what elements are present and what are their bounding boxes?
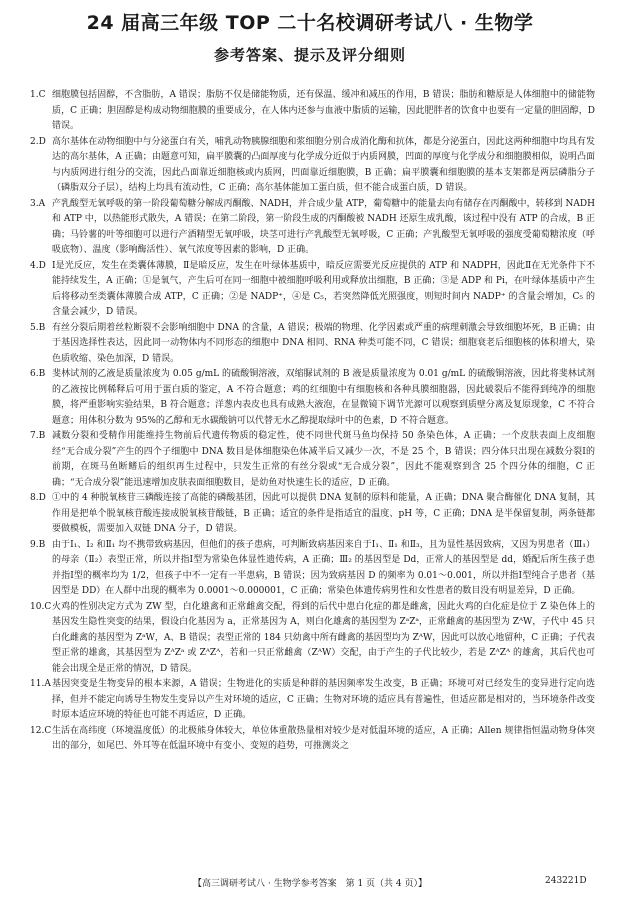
answer-item [30, 677, 595, 724]
answer-explanation: Ⅰ是光反应，发生在类囊体薄膜，Ⅱ是暗反应，发生在叶绿体基质中，暗反应需要光反应提供的 ATP 和 NADPH，因此Ⅱ在无光条件下不能持续发生，A 正确；①是氧气，产生后可在同一细胞中被细胞呼吸利用或释放出细胞，B 正确；③是 ADP 和 Pi，在叶绿体基质中产生后将移动至类囊体薄膜合成 ATP，C 正确；②是 NADP⁺，④是 C₅，若突然降低光照强度，则短时间内 NADP⁺ 的含量会增加，C₅ 的含量会减少，D 错误。 [52, 260, 595, 317]
answer-item [30, 88, 595, 135]
answer-item [30, 135, 595, 197]
answer-explanation: 产乳酸型无氧呼吸的第一阶段葡萄糖分解成丙酮酸、NADH，并合成少量 ATP，葡萄糖中的能量去向有储存在丙酮酸中，转移到 NADH 和 ATP 中，以热能形式散失，A 错误；在第二阶段，第一阶段生成的丙酮酸被 NADH 还原生成乳酸，该过程中没有 ATP 的合成，B 正确；马铃薯的叶等细胞可以进行产酒精型无氧呼吸，块茎可进行产乳酸型无氧呼吸，C 正确；产乳酸型无氧呼吸的强度受葡萄糖浓度（呼吸底物）、温度（影响酶活性）、氧气浓度等因素的影响，D 正确。 [52, 198, 595, 255]
answer-item [30, 321, 595, 368]
answer-item [30, 197, 595, 259]
page-title: 24 届高三年级 TOP 二十名校调研考试八 · 生物学 [86, 12, 534, 34]
answer-number: 11.A [30, 679, 51, 689]
answer-item [30, 491, 595, 538]
answer-number: 8.D [30, 493, 46, 503]
footer-code: 243221D [545, 876, 587, 886]
answer-explanation: 细胞膜包括固醇，不含脂肪，A 错误；脂肪不仅是储能物质，还有保温、缓冲和减压的作用，B 错误；脂肪和糖原是人体细胞中的储能物质，C 正确；胆固醇是构成动物细胞膜的重要成分，在人体内还参与血液中脂质的运输，因此肥胖者的饮食中也要有一定量的胆固醇，D 错误。 [52, 90, 595, 131]
answer-item [30, 367, 595, 429]
answer-item [30, 600, 595, 678]
answer-item [30, 724, 595, 755]
answer-explanation: 有丝分裂后期着丝粒断裂不会影响细胞中 DNA 的含量，A 错误；极端的物理、化学因素或严重的病理刺激会导致细胞坏死，B 正确；由于基因选择性表达，因此同一动物体内不同形态的细胞中 DNA 相同、RNA 种类可能不同，C 错误；细胞衰老后细胞核的体积增大，染色质收缩、染色加深，D 错误。 [52, 322, 595, 364]
answer-number: 9.B [30, 539, 46, 550]
answer-explanation: 高尔基体在动物细胞中与分泌蛋白有关，哺乳动物胰腺细胞和浆细胞分别合成消化酶和抗体，都是分泌蛋白，因此这两种细胞中均具有发达的高尔基体，A 正确；由题意可知，扁平膜囊的凸面厚度与化学成分近似于内质网膜，凹面的厚度与化学成分和细胞膜相似，说明凸面与内质网进行组分的交流，因此凸面靠近细胞核或内质网，凹面靠近细胞膜，B 正确；扁平膜囊和细胞膜的基本支架都是两层磷脂分子（磷脂双分子层），结构上均具有流动性，C 正确；高尔基体能加工蛋白质，但不能合成蛋白质，D 错误。 [52, 136, 595, 193]
answer-number: 10.C [30, 601, 52, 612]
answer-number: 12.C [30, 725, 52, 736]
answer-item [30, 259, 595, 321]
answer-explanation: 由于Ⅰ₁、Ⅰ₂ 和Ⅱ₁ 均不携带致病基因，但他们的孩子患病，可判断致病基因来自于Ⅰ₁、Ⅱ₁ 和Ⅱ₃，且为显性基因致病，又因为男患者（Ⅲ₁）的母亲（Ⅱ₂）表型正常，所以并指Ⅰ型为常染色体显性遗传病，A 正确；Ⅲ₂ 的基因型是 Dd，正常人的基因型是 dd，婚配后所生孩子患并指Ⅰ型的概率均为 1/2，但孩子中不一定有一半患病，B 错误；因为致病基因 D 的频率为 0.01～0.001，所以并指Ⅰ型纯合子患者（基因型是 DD）在人群中出现的概率为 0.0001～0.000001，C 正确；常染色体遗传病男性和女性患者的数目没有明显差异，D 正确。 [52, 539, 595, 596]
footer-text: 【高三调研考试八 · 生物学参考答案 第 1 页（共 4 页）】 [193, 879, 427, 889]
answer-explanation: 基因突变是生物变异的根本来源，A 错误；生物进化的实质是种群的基因频率发生改变，B 正确；环境可对已经发生的变异进行定向选择，但并不能定向诱导生物发生变异以产生对环境的适应，C 正确；生物对环境的适应具有普遍性，但适应都是相对的，当环境条件改变时原本适应环境的特征也可能不再适应，D 正确。 [52, 679, 595, 720]
answer-explanation: 火鸡的性别决定方式为 ZW 型，白化雄禽和正常雌禽交配，得到的后代中患白化症的都是雌禽，因此火鸡的白化症是位于 Z 染色体上的基因发生隐性突变的结果，假设白化基因为 a，正常基因为 A，则白化雄禽的基因型为 ZᵃZᵃ，正常雌禽的基因型为 ZᴬW，子代中 45 只白化雌禽的基因型为 ZᵃW，A、B 错误；表型正常的 184 只幼禽中所有雌禽的基因型均为 ZᴬW，因此可以放心地留种，C 正确；子代表型正常的雄禽，其基因型为 ZᴬZᵃ 或 ZᴬZᴬ，若和一只正常雌禽（ZᴬW）交配，由于产生的子代比较少，若是 ZᴬZᴬ 的雄禽，其后代也可能会出现全是正常的情况，D 错误。 [52, 601, 595, 674]
answer-item [30, 429, 595, 491]
answer-item [30, 538, 595, 600]
answer-number: 5.B [30, 322, 46, 333]
answer-explanation: 生活在高纬度（环境温度低）的北极熊身体较大，单位体重散热量相对较少是对低温环境的适应，A 正确；Allen 规律指恒温动物身体突出的部分，如尾巴、外耳等在低温环境中有变小、变短的趋势，可推测炎之 [52, 725, 595, 751]
answer-number: 4.D [30, 260, 46, 271]
answer-number: 3.A [30, 198, 46, 209]
answer-explanation: 斐林试剂的乙液是质量浓度为 0.05 g/mL 的硫酸铜溶液，双缩脲试剂的 B 液是质量浓度为 0.01 g/mL 的硫酸铜溶液，因此将斐林试剂的乙液按比例稀释后可用于蛋白质的鉴定，A 不符合题意；鸡的红细胞中有细胞核和各种具膜细胞器，因此破裂后不能得到纯净的细胞膜，将严重影响实验结果，B 符合题意；洋葱内表皮也具有成熟大液泡，在显微镜下调节光源可以观察到质壁分离及复原现象，C 不符合题意；用体积分数为 95%的乙醇和无水碳酸钠可以代替无水乙醇提取绿叶中的色素，D 不符合题意。 [52, 369, 595, 426]
answer-number: 2.D [30, 136, 46, 147]
answer-explanation: ①中的 4 种脱氧核苷三磷酸连接了高能的磷酸基团，因此可以提供 DNA 复制的原料和能量，A 正确；DNA 聚合酶催化 DNA 复制，其作用是把单个脱氧核苷酸连接成脱氧核苷酸链，B 正确；适宜的条件是指适宜的温度、pH 等，C 正确；DNA 是半保留复制，两条链都要做模板，需要加入双链 DNA 分子，D 错误。 [52, 493, 595, 534]
answer-number: 7.B [30, 431, 46, 441]
answer-number: 6.B [30, 369, 46, 379]
answer-explanation: 减数分裂和受精作用能维持生物前后代遗传物质的稳定性，使不同世代斑马鱼均保持 50 条染色体，A 正确；一个皮肤表面上皮细胞经“无合成分裂”产生的四个子细胞中 DNA 数目是体细胞染色体减半后又减少一次，不是 25 个，B 错误；四分体只出现在减数分裂Ⅰ的前期，在斑马鱼断鳍后的组织再生过程中，只发生正常的有丝分裂或“无合成分裂”，因此不能观察到含 25 个四分体的细胞，C 正确；“无合成分裂”能迅速增加皮肤表面细胞数目，是幼鱼对快速生长的适应，D 正确。 [52, 431, 595, 488]
page-subtitle: 参考答案、提示及评分细则 [213, 46, 406, 64]
answer-number: 1.C [30, 90, 46, 100]
answer-list [30, 88, 595, 755]
